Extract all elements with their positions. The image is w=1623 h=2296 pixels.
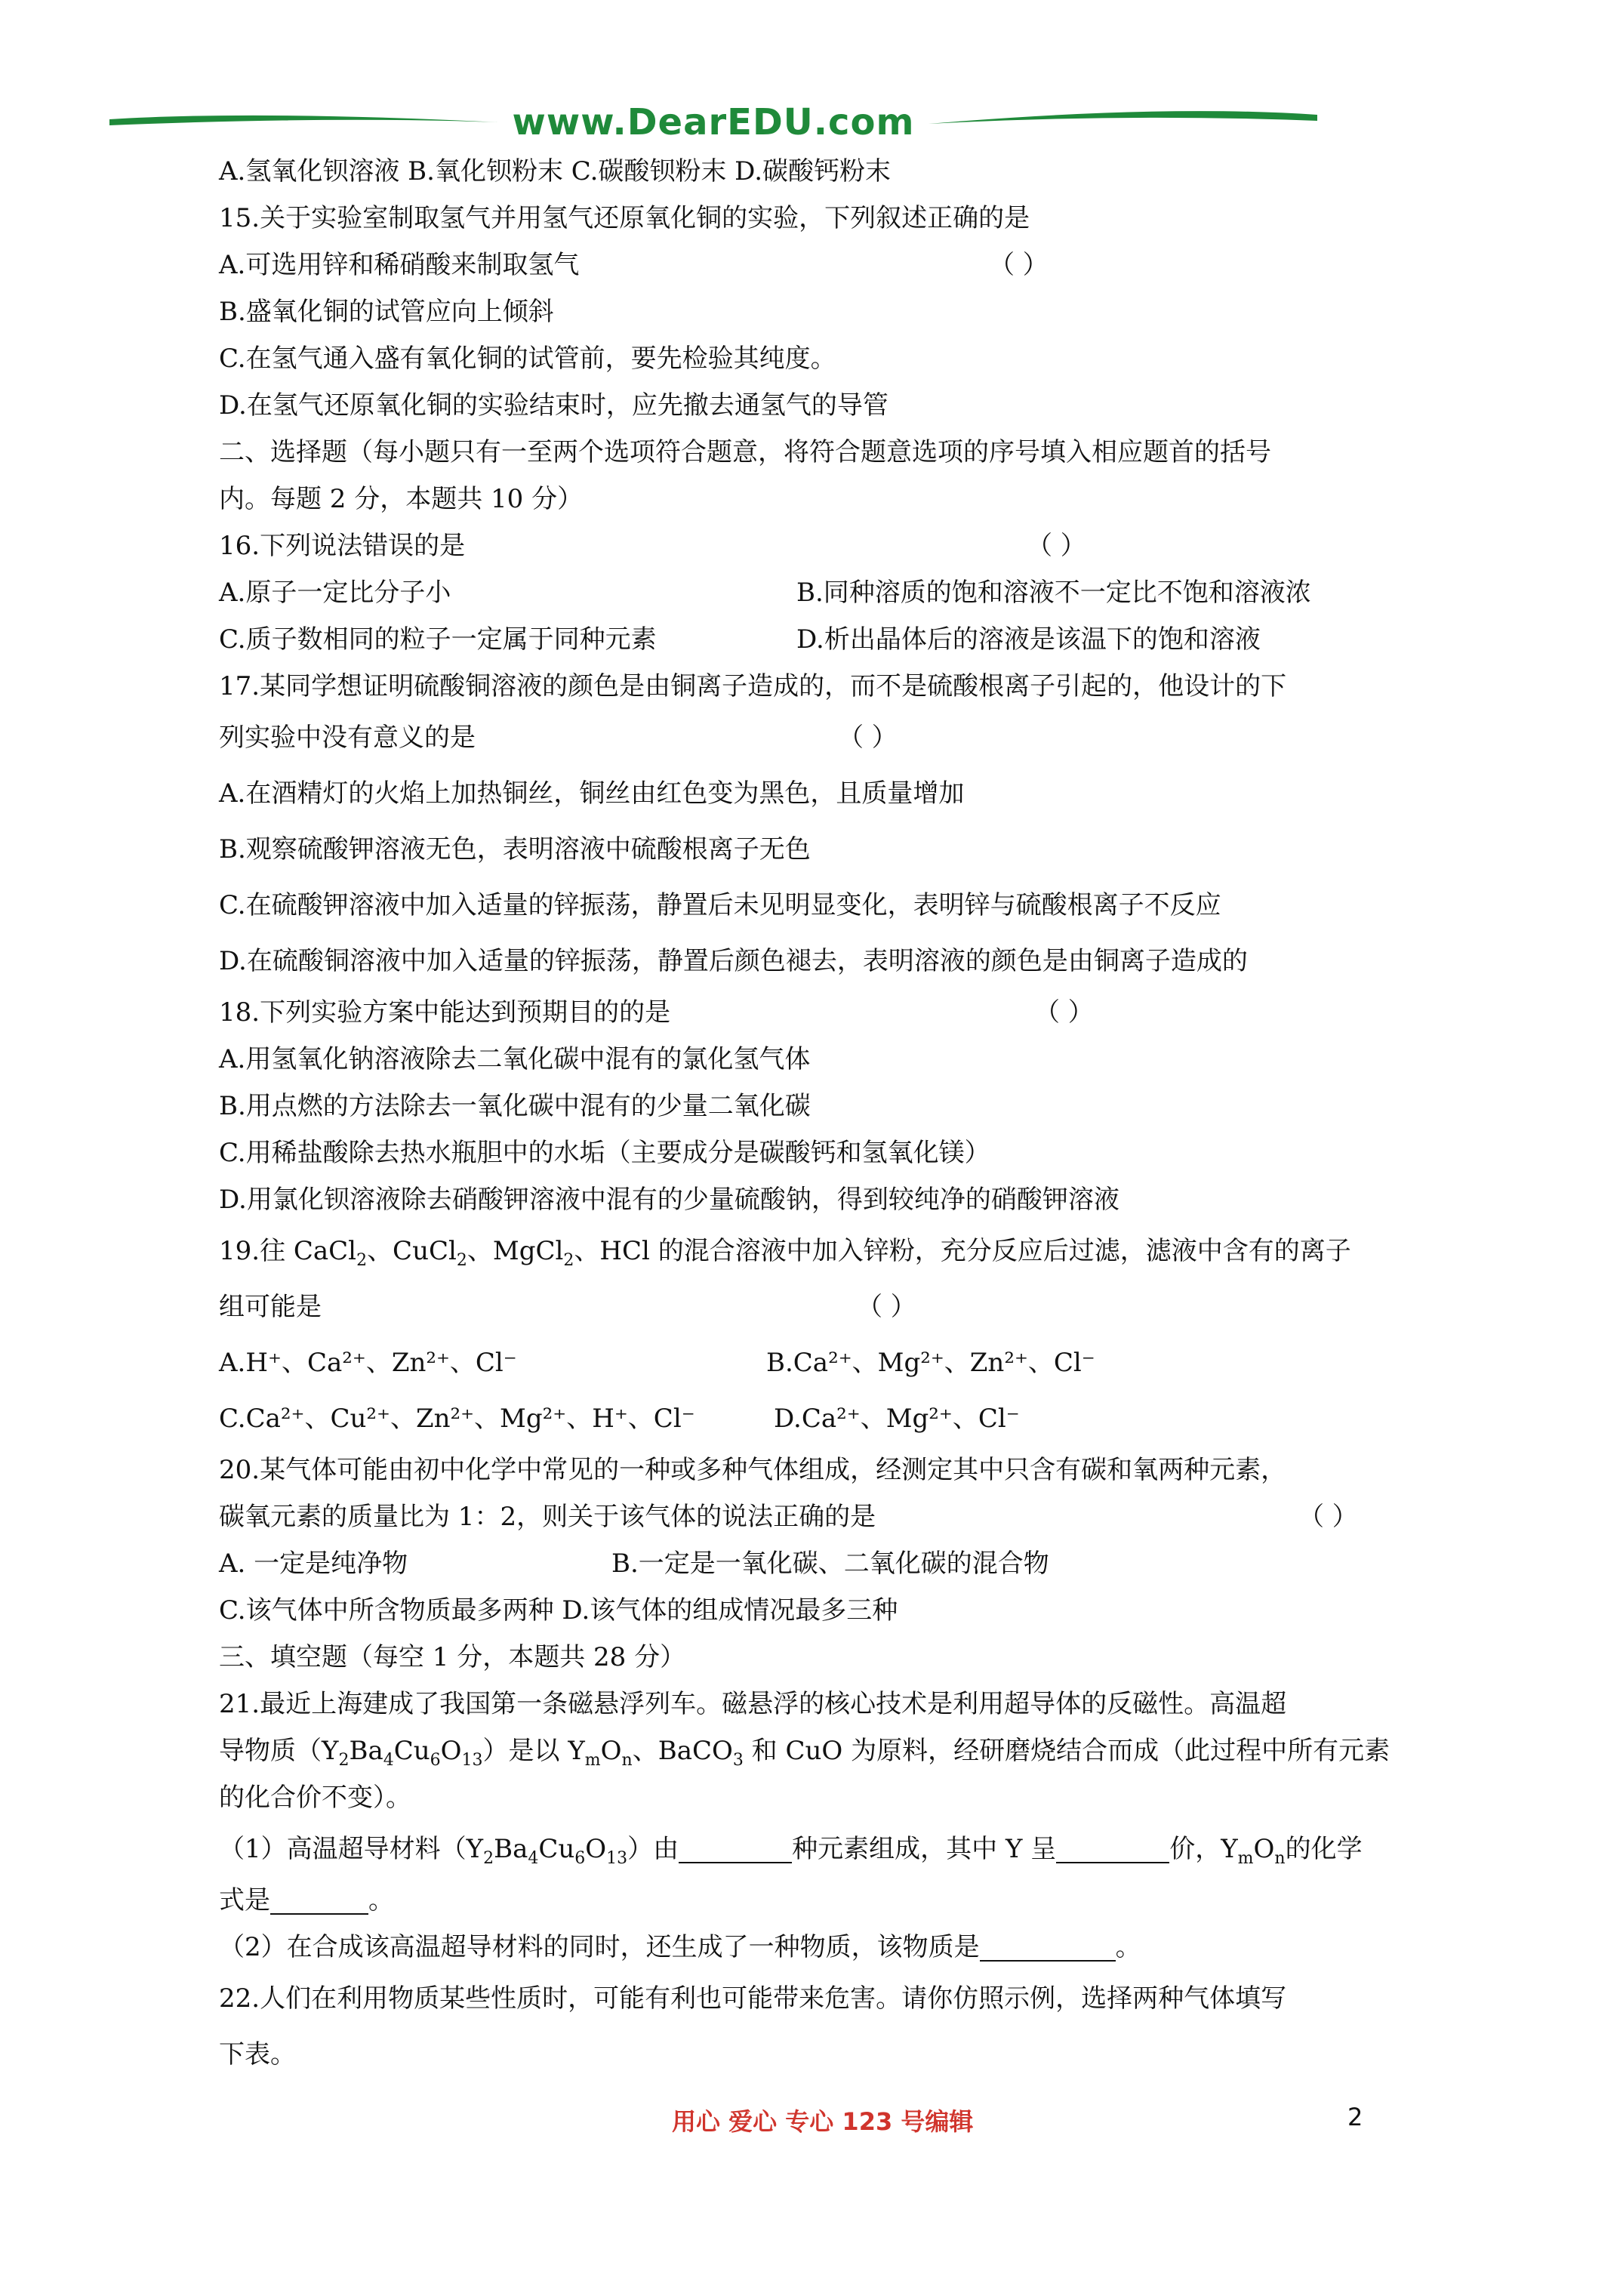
- q15-option-c: C.在氢气通入盛有氧化铜的试管前，要先检验其纯度。: [219, 344, 836, 374]
- q18-option-c: C.用稀盐酸除去热水瓶胆中的水垢（主要成分是碳酸钙和氢氧化镁）: [219, 1138, 990, 1168]
- q15-option-a: A.可选用锌和稀硝酸来制取氢气 （ ）: [219, 242, 1427, 288]
- q14-options: A.氢氧化钡溶液 B.氧化钡粉末 C.碳酸钡粉末 D.碳酸钙粉末: [219, 156, 892, 186]
- q18-option-b: B.用点燃的方法除去一氧化碳中混有的少量二氧化碳: [219, 1091, 811, 1121]
- q18-option-a: A.用氢氧化钠溶液除去二氧化碳中混有的氯化氢气体: [219, 1044, 811, 1074]
- site-title: www.DearEDU.com: [512, 101, 915, 143]
- q21-stem: 21.最近上海建成了我国第一条磁悬浮列车。磁悬浮的核心技术是利用超导体的反磁性。高温超: [219, 1689, 1287, 1719]
- q15-option-d: D.在氢气还原氧化铜的实验结束时，应先撤去通氢气的导管: [219, 390, 888, 421]
- q19-stem: 19.往 CaCl$_2$、CuCl$_2$、MgCl$_2$、HCl 的混合溶液中加入锌粉，充分反应后过滤，滤液中含有的离子: [219, 1236, 1351, 1270]
- answer-paren: （ ）: [1298, 1502, 1358, 1532]
- q17-option-a: A.在酒精灯的火焰上加热铜丝，铜丝由红色变为黑色，且质量增加: [219, 778, 965, 809]
- q21-part2: （2）在合成该高温超导材料的同时，还生成了一种物质，该物质是 。: [219, 1932, 1141, 1962]
- q18-stem: 18.下列实验方案中能达到预期目的的是 （ ）: [219, 989, 1427, 1036]
- q21-stem-cont: 导物质$(Y_2Ba_4Cu_6O_{13})$是以 $Y_mO_n$、BaCO$_3$ 和 CuO 为原料，经研磨烧结合而成（此过程中所有元素: [219, 1736, 1390, 1770]
- q20-stem: 20.某气体可能由初中化学中常见的一种或多种气体组成，经测定其中只含有碳和氧两种元素，: [219, 1455, 1287, 1485]
- q22-stem-cont: 下表。: [219, 2039, 296, 2069]
- q21-part1-cont: 式是 。: [219, 1885, 394, 1915]
- section2-heading-cont: 内。每题 2 分，本题共 10 分）: [219, 484, 584, 514]
- q22-stem: 22.人们在利用物质某些性质时，可能有利也可能带来危害。请你仿照示例，选择两种气体填写: [219, 1983, 1287, 2014]
- q15-stem: 15.关于实验室制取氢气并用氢气还原氧化铜的实验，下列叙述正确的是: [219, 203, 1030, 233]
- q20-options-ab: A. 一定是纯净物 B.一定是一氧化碳、二氧化碳的混合物: [219, 1549, 1049, 1579]
- q21-part1: （1）高温超导材料$(Y_2Ba_4Cu_6O_{13})$由 种元素组成，其中 Y 呈 价，$Y_mO_n$的化学: [219, 1834, 1363, 1868]
- answer-paren: （ ）: [989, 250, 1049, 280]
- answer-paren: （ ）: [1027, 531, 1086, 561]
- q21-stem-end: 的化合价不变）。: [219, 1783, 411, 1813]
- q17-option-c: C.在硫酸钾溶液中加入适量的锌振荡，静置后未见明显变化，表明锌与硫酸根离子不反应: [219, 890, 1221, 920]
- q17-option-b: B.观察硫酸钾溶液无色，表明溶液中硫酸根离子无色: [219, 834, 811, 864]
- q17-stem-cont: 列实验中没有意义的是 （ ）: [219, 710, 1427, 766]
- q16-options-cd: C.质子数相同的粒子一定属于同种元素 D.析出晶体后的溶液是该温下的饱和溶液: [219, 624, 1261, 655]
- q19-options-ab: A.H⁺、Ca²⁺、Zn²⁺、Cl⁻ B.Ca²⁺、Mg²⁺、Zn²⁺、Cl⁻: [219, 1348, 1095, 1378]
- section2-heading: 二、选择题（每小题只有一至两个选项符合题意，将符合题意选项的序号填入相应题首的括号: [219, 437, 1271, 467]
- footer-text: 用心 爱心 专心 123 号编辑: [672, 2107, 974, 2136]
- q20-options-cd: C.该气体中所含物质最多两种 D.该气体的组成情况最多三种: [219, 1595, 898, 1626]
- q16-stem: 16.下列说法错误的是 （ ）: [219, 522, 1427, 569]
- q17-option-d: D.在硫酸铜溶液中加入适量的锌振荡，静置后颜色褪去，表明溶液的颜色是由铜离子造成的: [219, 946, 1248, 976]
- answer-paren: （ ）: [857, 1292, 916, 1322]
- page-number: 2: [1347, 2103, 1363, 2131]
- exam-content: [219, 148, 1427, 2082]
- answer-blank: [679, 1833, 792, 1863]
- q16-options-ab: A.原子一定比分子小 B.同种溶质的饱和溶液不一定比不饱和溶液浓: [219, 578, 1311, 608]
- q17-stem: 17.某同学想证明硫酸铜溶液的颜色是由铜离子造成的，而不是硫酸根离子引起的，他设计的下: [219, 671, 1287, 701]
- answer-paren: （ ）: [1034, 997, 1094, 1028]
- q18-option-d: D.用氯化钡溶液除去硝酸钾溶液中混有的少量硫酸钠，得到较纯净的硝酸钾溶液: [219, 1185, 1119, 1215]
- answer-paren: （ ）: [838, 723, 898, 753]
- answer-blank: [980, 1931, 1116, 1962]
- answer-blank: [270, 1885, 368, 1915]
- q20-stem-cont: 碳氧元素的质量比为 1：2，则关于该气体的说法正确的是 （ ）: [219, 1493, 1427, 1540]
- q19-options-cd: C.Ca²⁺、Cu²⁺、Zn²⁺、Mg²⁺、H⁺、Cl⁻ D.Ca²⁺、Mg²⁺、Cl⁻: [219, 1404, 1020, 1434]
- answer-blank: [1056, 1833, 1169, 1863]
- q19-stem-cont: 组可能是 （ ）: [219, 1279, 1427, 1335]
- q15-option-b: B.盛氧化铜的试管应向上倾斜: [219, 297, 554, 327]
- section3-heading: 三、填空题（每空 1 分，本题共 28 分）: [219, 1642, 686, 1672]
